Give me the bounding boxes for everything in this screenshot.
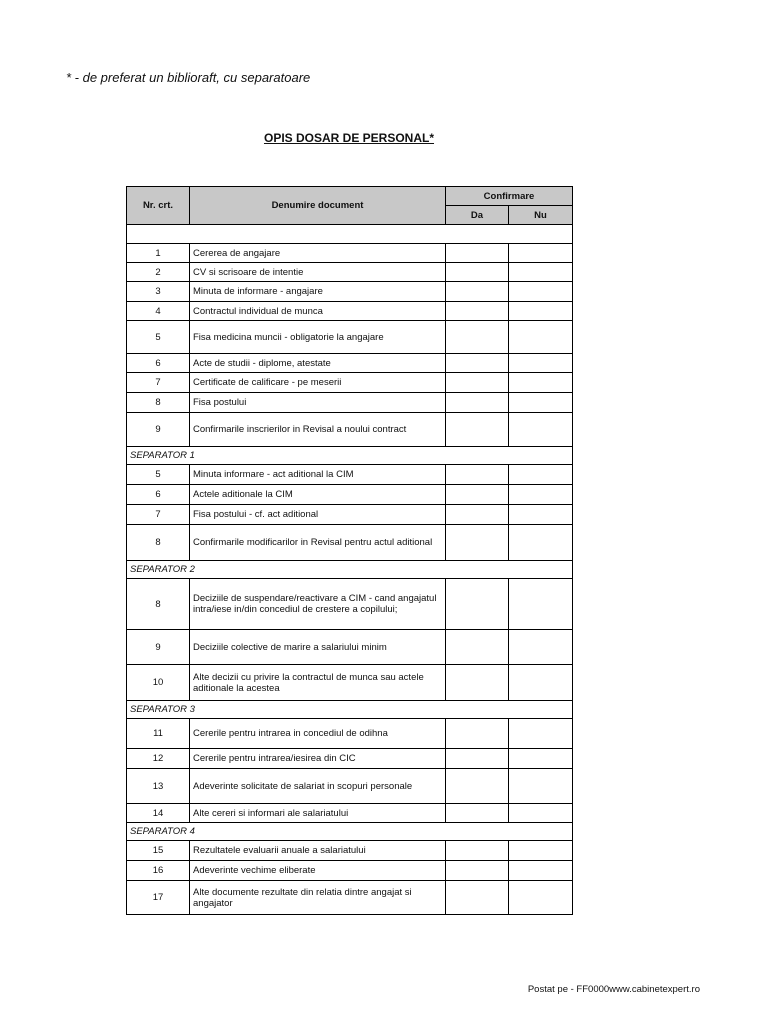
- confirm-nu-cell: [509, 579, 573, 630]
- blank-cell: [127, 225, 573, 244]
- confirm-da-cell: [446, 413, 509, 447]
- table-row: [127, 861, 573, 881]
- confirm-nu-cell: [509, 282, 573, 302]
- separator-row: [127, 823, 573, 841]
- document-name: Minuta informare - act aditional la CIM: [190, 465, 446, 485]
- confirm-nu-cell: [509, 373, 573, 393]
- document-name: Adeverinte solicitate de salariat in scopuri personale: [190, 769, 446, 804]
- confirm-da-cell: [446, 373, 509, 393]
- row-number: 8: [127, 393, 190, 413]
- confirm-nu-cell: [509, 485, 573, 505]
- confirm-da-cell: [446, 841, 509, 861]
- table-row: [127, 881, 573, 915]
- confirm-da-cell: [446, 579, 509, 630]
- confirm-nu-cell: [509, 719, 573, 749]
- table-row: [127, 393, 573, 413]
- document-name: Certificate de calificare - pe meserii: [190, 373, 446, 393]
- confirm-da-cell: [446, 719, 509, 749]
- confirm-da-cell: [446, 244, 509, 263]
- table-row: [127, 579, 573, 630]
- confirm-da-cell: [446, 505, 509, 525]
- separator-label: SEPARATOR 4: [127, 823, 573, 841]
- blank-row: [127, 225, 573, 244]
- row-number: 17: [127, 881, 190, 915]
- separator-label: SEPARATOR 3: [127, 701, 573, 719]
- document-name: Cererea de angajare: [190, 244, 446, 263]
- confirm-nu-cell: [509, 630, 573, 665]
- table-row: [127, 302, 573, 321]
- row-number: 6: [127, 354, 190, 373]
- document-name: Actele aditionale la CIM: [190, 485, 446, 505]
- confirm-nu-cell: [509, 302, 573, 321]
- row-number: 4: [127, 302, 190, 321]
- document-name: Cererile pentru intrarea/iesirea din CIC: [190, 749, 446, 769]
- confirm-nu-cell: [509, 881, 573, 915]
- row-number: 5: [127, 465, 190, 485]
- table-row: [127, 485, 573, 505]
- separator-row: [127, 701, 573, 719]
- header-denumire: Denumire document: [190, 187, 446, 225]
- document-name: Alte decizii cu privire la contractul de munca sau actele aditionale la acestea: [190, 665, 446, 701]
- confirm-da-cell: [446, 321, 509, 354]
- document-name: Alte cereri si informari ale salariatului: [190, 804, 446, 823]
- document-name: CV si scrisoare de intentie: [190, 263, 446, 282]
- confirm-da-cell: [446, 263, 509, 282]
- row-number: 12: [127, 749, 190, 769]
- row-number: 13: [127, 769, 190, 804]
- document-name: Confirmarile modificarilor in Revisal pentru actul aditional: [190, 525, 446, 561]
- confirm-da-cell: [446, 354, 509, 373]
- row-number: 15: [127, 841, 190, 861]
- confirm-da-cell: [446, 485, 509, 505]
- confirm-nu-cell: [509, 769, 573, 804]
- table-row: [127, 263, 573, 282]
- table-row: [127, 413, 573, 447]
- confirm-da-cell: [446, 302, 509, 321]
- table-row: [127, 841, 573, 861]
- confirm-da-cell: [446, 665, 509, 701]
- row-number: 7: [127, 505, 190, 525]
- separator-row: [127, 561, 573, 579]
- document-name: Alte documente rezultate din relatia dintre angajat si angajator: [190, 881, 446, 915]
- header-nr: Nr. crt.: [127, 187, 190, 225]
- confirm-nu-cell: [509, 749, 573, 769]
- header-nu: Nu: [509, 206, 573, 225]
- row-number: 9: [127, 630, 190, 665]
- confirm-da-cell: [446, 525, 509, 561]
- document-name: Fisa postului - cf. act aditional: [190, 505, 446, 525]
- table-body: [127, 225, 573, 915]
- confirm-nu-cell: [509, 321, 573, 354]
- document-name: Contractul individual de munca: [190, 302, 446, 321]
- confirm-da-cell: [446, 881, 509, 915]
- document-name: Deciziile colective de marire a salariului minim: [190, 630, 446, 665]
- document-name: Rezultatele evaluarii anuale a salariatului: [190, 841, 446, 861]
- row-number: 7: [127, 373, 190, 393]
- confirm-nu-cell: [509, 525, 573, 561]
- table-row: [127, 804, 573, 823]
- table-row: [127, 769, 573, 804]
- row-number: 10: [127, 665, 190, 701]
- document-name: Fisa postului: [190, 393, 446, 413]
- confirm-da-cell: [446, 749, 509, 769]
- confirm-nu-cell: [509, 393, 573, 413]
- footer-text: Postat pe - FF0000www.cabinetexpert.ro: [527, 984, 700, 995]
- document-name: Acte de studii - diplome, atestate: [190, 354, 446, 373]
- document-name: Deciziile de suspendare/reactivare a CIM - cand angajatul intra/iese in/din concediul de crestere a copilului;: [190, 579, 446, 630]
- table-row: [127, 525, 573, 561]
- header-confirmare: Confirmare: [446, 187, 573, 206]
- row-number: 11: [127, 719, 190, 749]
- table-row: [127, 465, 573, 485]
- confirm-da-cell: [446, 393, 509, 413]
- confirm-da-cell: [446, 861, 509, 881]
- row-number: 9: [127, 413, 190, 447]
- table-row: [127, 373, 573, 393]
- document-name: Adeverinte vechime eliberate: [190, 861, 446, 881]
- row-number: 5: [127, 321, 190, 354]
- separator-label: SEPARATOR 2: [127, 561, 573, 579]
- row-number: 3: [127, 282, 190, 302]
- header-da: Da: [446, 206, 509, 225]
- table-row: [127, 630, 573, 665]
- confirm-da-cell: [446, 282, 509, 302]
- confirm-nu-cell: [509, 505, 573, 525]
- document-name: Cererile pentru intrarea in concediul de odihna: [190, 719, 446, 749]
- table-row: [127, 719, 573, 749]
- row-number: 8: [127, 579, 190, 630]
- confirm-nu-cell: [509, 244, 573, 263]
- note-text: * - de preferat un biblioraft, cu separatoare: [66, 70, 311, 85]
- confirm-nu-cell: [509, 861, 573, 881]
- page-title: OPIS DOSAR DE PERSONAL*: [263, 131, 435, 145]
- row-number: 1: [127, 244, 190, 263]
- table-row: [127, 505, 573, 525]
- document-name: Fisa medicina muncii - obligatorie la angajare: [190, 321, 446, 354]
- table-row: [127, 244, 573, 263]
- table-row: [127, 749, 573, 769]
- confirm-da-cell: [446, 769, 509, 804]
- row-number: 6: [127, 485, 190, 505]
- confirm-nu-cell: [509, 841, 573, 861]
- confirm-nu-cell: [509, 465, 573, 485]
- row-number: 2: [127, 263, 190, 282]
- confirm-da-cell: [446, 630, 509, 665]
- confirm-da-cell: [446, 804, 509, 823]
- confirm-da-cell: [446, 465, 509, 485]
- row-number: 16: [127, 861, 190, 881]
- document-name: Minuta de informare - angajare: [190, 282, 446, 302]
- row-number: 14: [127, 804, 190, 823]
- opis-table: [126, 186, 573, 915]
- confirm-nu-cell: [509, 804, 573, 823]
- confirm-nu-cell: [509, 665, 573, 701]
- table-row: [127, 321, 573, 354]
- table-row: [127, 282, 573, 302]
- document-name: Confirmarile inscrierilor in Revisal a noului contract: [190, 413, 446, 447]
- confirm-nu-cell: [509, 354, 573, 373]
- row-number: 8: [127, 525, 190, 561]
- separator-row: [127, 447, 573, 465]
- confirm-nu-cell: [509, 263, 573, 282]
- table-row: [127, 665, 573, 701]
- separator-label: SEPARATOR 1: [127, 447, 573, 465]
- confirm-nu-cell: [509, 413, 573, 447]
- table-row: [127, 354, 573, 373]
